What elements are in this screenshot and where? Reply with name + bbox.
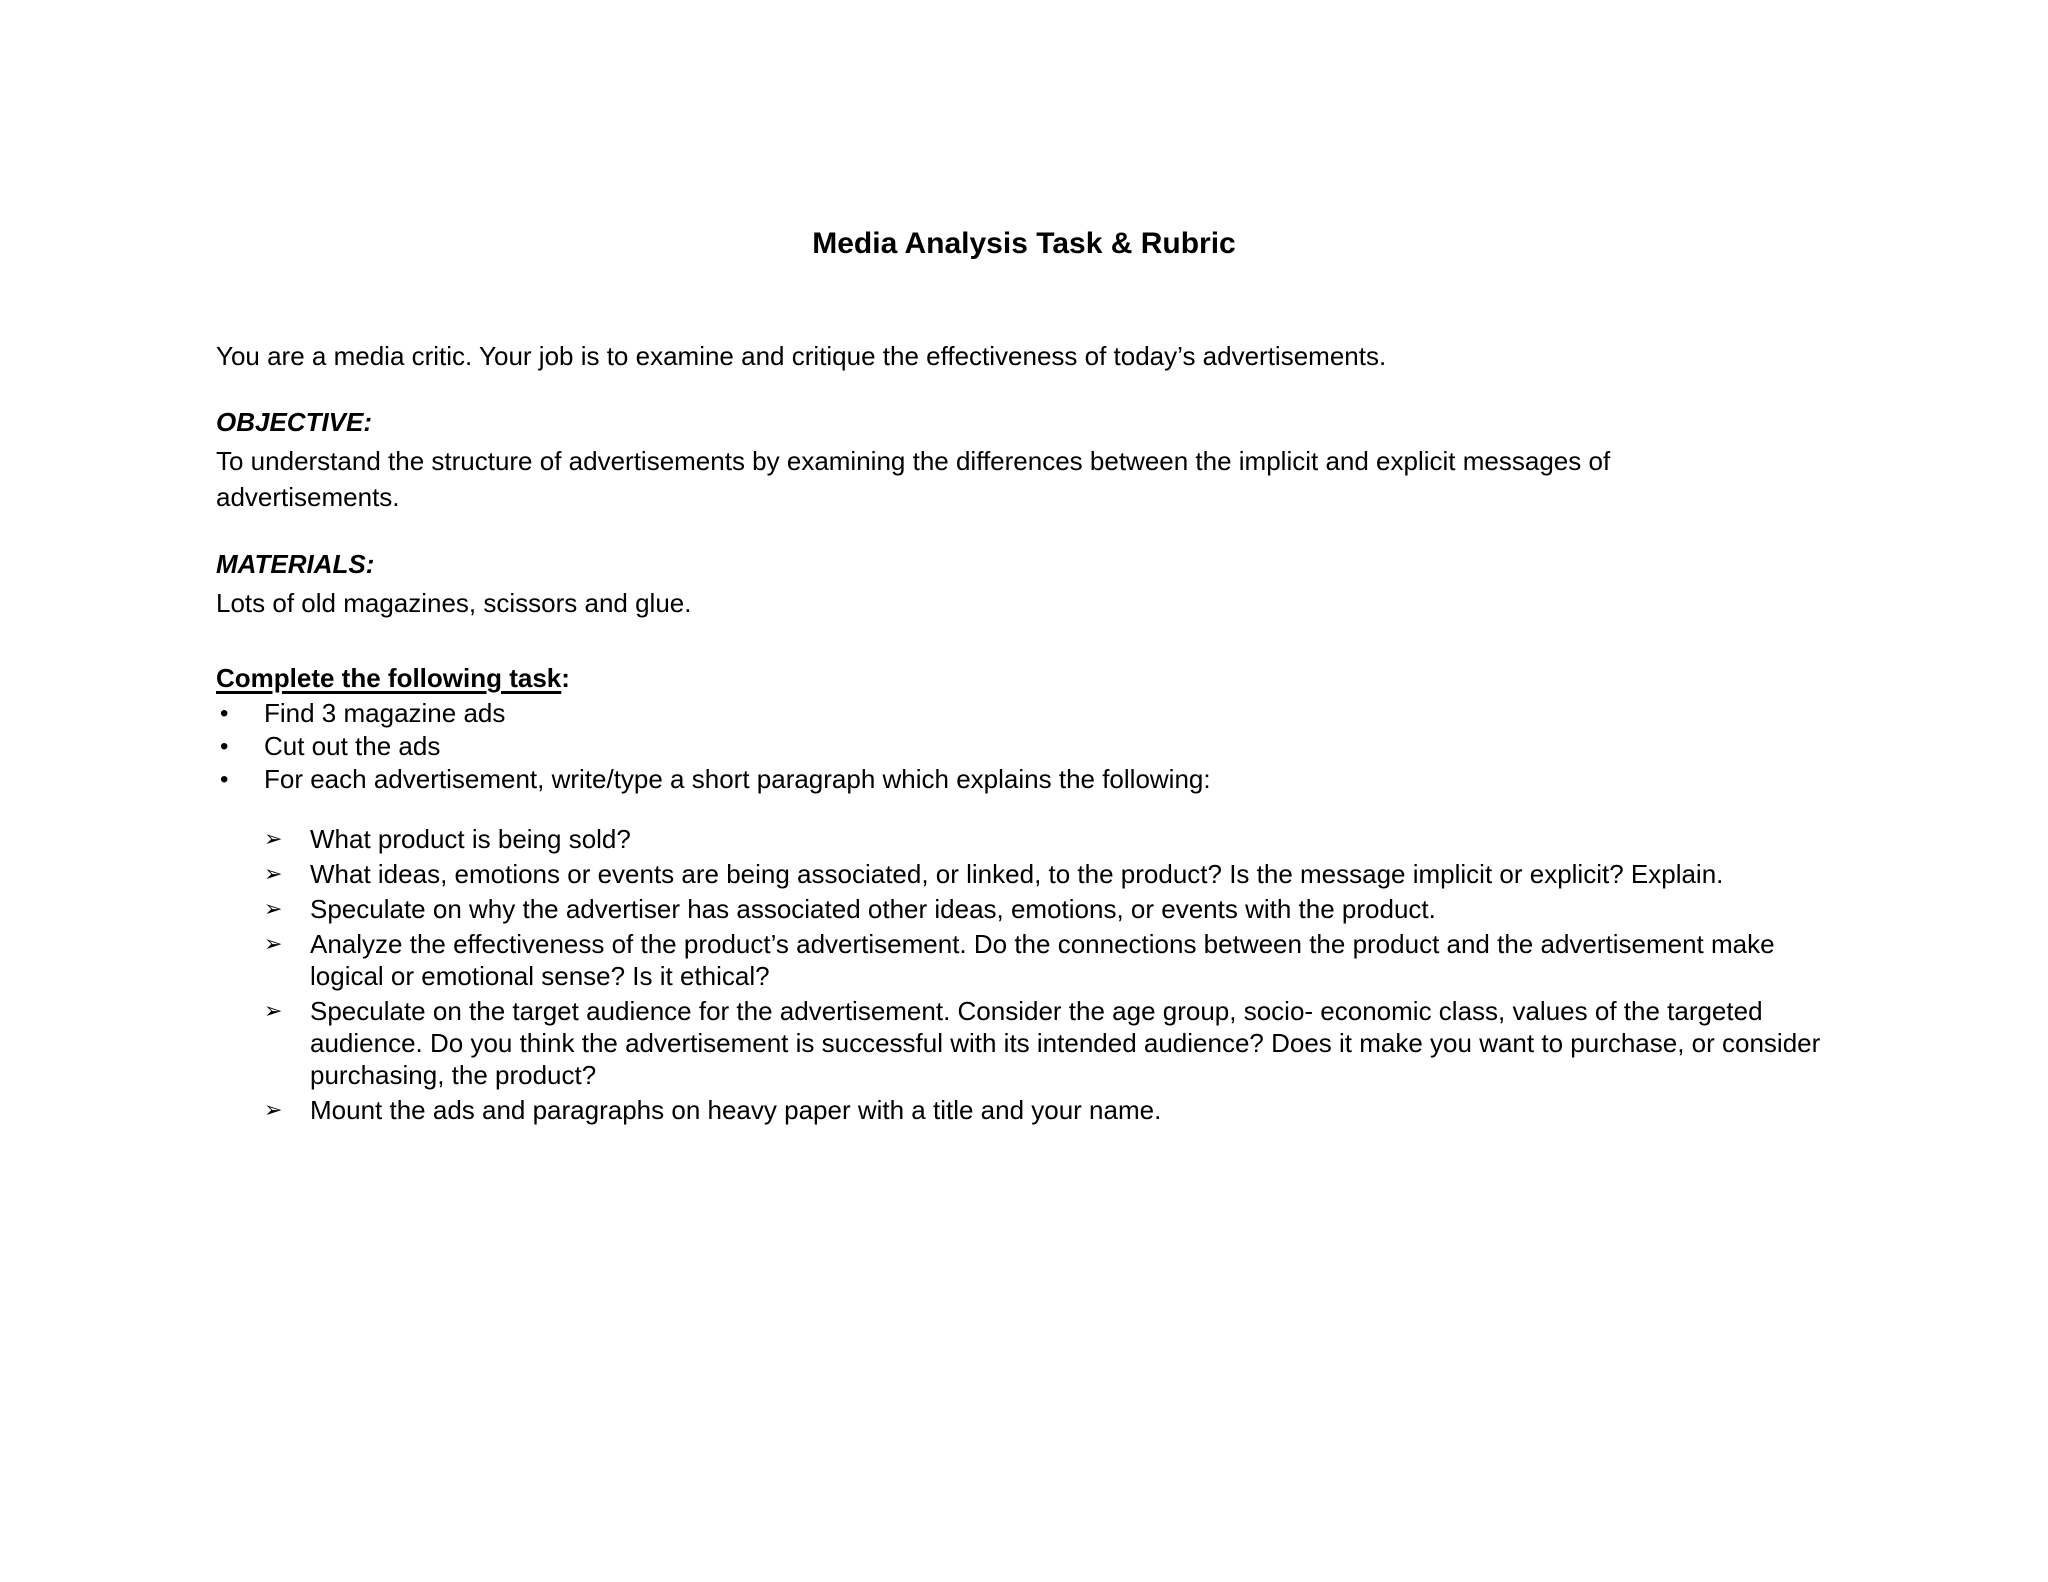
objective-heading: OBJECTIVE: — [216, 407, 373, 437]
bullet-icon: • — [220, 733, 229, 760]
materials-body: Lots of old magazines, scissors and glue. — [216, 588, 692, 618]
sub-list-item-text: What product is being sold? — [310, 824, 631, 854]
arrowhead-icon: ➢ — [264, 1097, 283, 1122]
bullet-icon: • — [220, 766, 229, 793]
sub-list-item-text: Speculate on why the advertiser has associated other ideas, emotions, or events with the product. — [310, 894, 1436, 924]
objective-body: To understand the structure of advertisements by examining the differences between the implicit and explicit messages of advertisements. — [216, 446, 1611, 512]
list-item — [216, 697, 1816, 730]
arrowhead-icon: ➢ — [264, 861, 283, 886]
list-item — [216, 763, 1816, 796]
arrowhead-icon: ➢ — [264, 931, 283, 956]
task-list — [216, 697, 1816, 796]
sub-list-item — [262, 995, 1822, 1091]
task-heading-colon: : — [561, 663, 570, 693]
arrowhead-icon: ➢ — [264, 998, 283, 1023]
materials-heading: MATERIALS: — [216, 549, 375, 579]
task-heading — [216, 660, 570, 696]
sub-list-item-text: What ideas, emotions or events are being associated, or linked, to the product? Is the message implicit or explicit? Explain. — [310, 859, 1724, 889]
page-title: Media Analysis Task & Rubric — [812, 227, 1236, 260]
list-item-text: Cut out the ads — [264, 731, 441, 761]
list-item-text: Find 3 magazine ads — [264, 698, 506, 728]
task-heading-text: Complete the following task — [216, 663, 562, 693]
sub-list-item — [262, 823, 1822, 855]
sub-list-item-text: Speculate on the target audience for the advertisement. Consider the age group, socio- economic class, values of the targeted audience. Do you think the advertisement is successful with its intended audience? Does it make you want to purchase, or consider purchasing, the product? — [310, 996, 1821, 1090]
bullet-icon: • — [220, 700, 229, 727]
sub-list-item — [262, 1094, 1822, 1126]
intro-paragraph: You are a media critic. Your job is to examine and critique the effectiveness of today’s advertisements. — [216, 341, 1387, 371]
list-item — [216, 730, 1816, 763]
sub-list-item-text: Analyze the effectiveness of the product’s advertisement. Do the connections between the product and the advertisement make logical or emotional sense? Is it ethical? — [310, 929, 1775, 991]
sub-list-item-text: Mount the ads and paragraphs on heavy paper with a title and your name. — [310, 1095, 1162, 1125]
list-item-text: For each advertisement, write/type a short paragraph which explains the following: — [264, 764, 1211, 794]
sub-list-item — [262, 928, 1822, 992]
sub-list-item — [262, 858, 1822, 890]
arrowhead-icon: ➢ — [264, 896, 283, 921]
arrowhead-icon: ➢ — [264, 826, 283, 851]
sub-list-item — [262, 893, 1822, 925]
task-sub-list — [262, 823, 1822, 1129]
